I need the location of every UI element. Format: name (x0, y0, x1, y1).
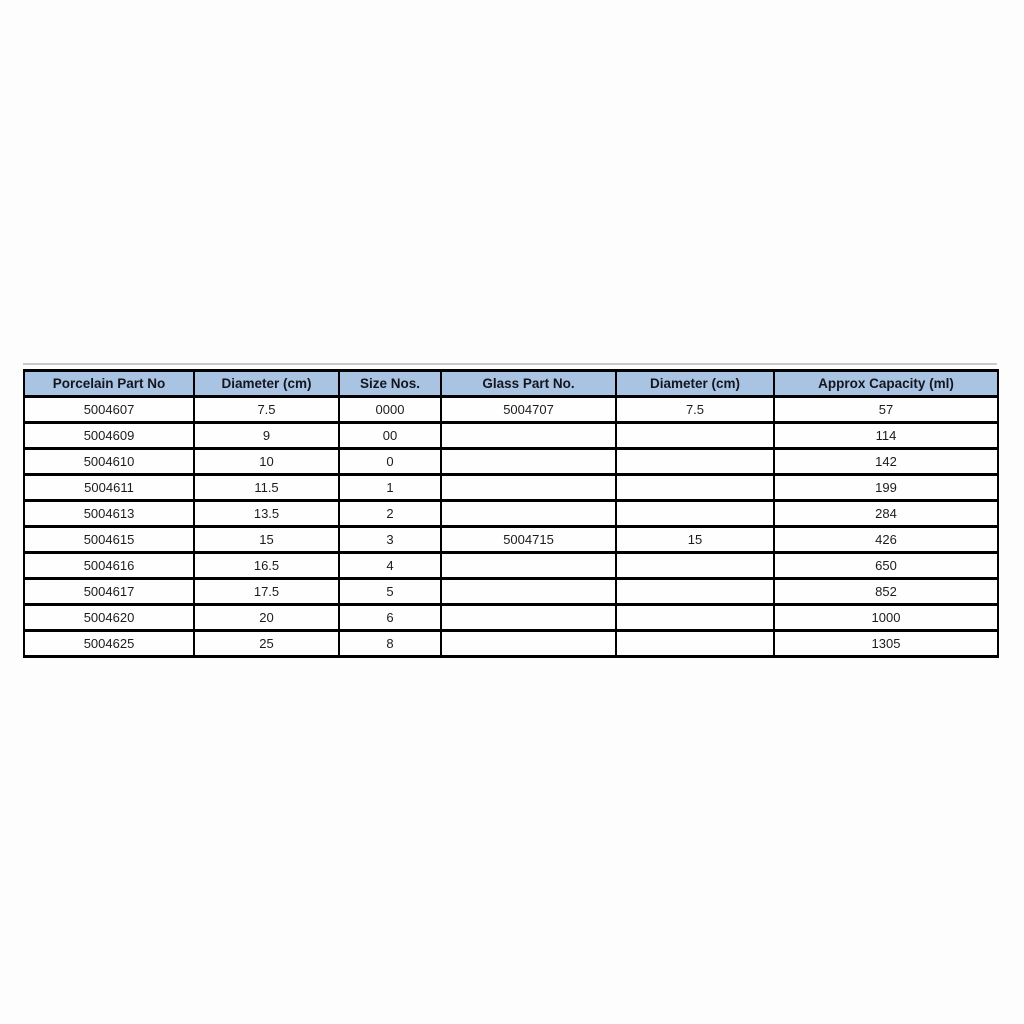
table-cell: 17.5 (194, 579, 339, 605)
table-cell: 8 (339, 631, 441, 657)
table-cell: 5 (339, 579, 441, 605)
table-cell: 650 (774, 553, 998, 579)
table-cell (441, 579, 616, 605)
table-row (24, 501, 998, 527)
table-row (24, 475, 998, 501)
table-cell: 5004615 (24, 527, 194, 553)
table-cell (616, 449, 774, 475)
table-cell: 7.5 (194, 397, 339, 423)
table-cell: 5004617 (24, 579, 194, 605)
table-cell: 5004620 (24, 605, 194, 631)
table-cell: 5004609 (24, 423, 194, 449)
table-row (24, 553, 998, 579)
table-cell: 284 (774, 501, 998, 527)
table-cell: 7.5 (616, 397, 774, 423)
table-row (24, 605, 998, 631)
table-row (24, 631, 998, 657)
table-cell: 0000 (339, 397, 441, 423)
table-cell: 1000 (774, 605, 998, 631)
column-header: Porcelain Part No (24, 371, 194, 397)
table-cell: 1305 (774, 631, 998, 657)
table-cell (441, 631, 616, 657)
column-header: Approx Capacity (ml) (774, 371, 998, 397)
table-cell (616, 475, 774, 501)
table-cell: 20 (194, 605, 339, 631)
table-cell (441, 423, 616, 449)
table-cell (441, 553, 616, 579)
table-cell: 15 (194, 527, 339, 553)
table-cell: 5004625 (24, 631, 194, 657)
table-cell: 9 (194, 423, 339, 449)
column-header: Size Nos. (339, 371, 441, 397)
table-cell: 5004607 (24, 397, 194, 423)
header-row (24, 371, 998, 397)
table-cell: 5004616 (24, 553, 194, 579)
table-cell: 5004610 (24, 449, 194, 475)
table-row (24, 527, 998, 553)
table-cell (616, 553, 774, 579)
table-cell: 57 (774, 397, 998, 423)
table-cell: 3 (339, 527, 441, 553)
table-cell (441, 449, 616, 475)
table-cell: 10 (194, 449, 339, 475)
table-cell: 6 (339, 605, 441, 631)
table-cell: 2 (339, 501, 441, 527)
table-cell: 5004707 (441, 397, 616, 423)
table-cell: 142 (774, 449, 998, 475)
table-cell: 1 (339, 475, 441, 501)
spec-table (23, 369, 999, 658)
table-cell: 5004715 (441, 527, 616, 553)
table-cell: 426 (774, 527, 998, 553)
table-cell (616, 501, 774, 527)
table-cell: 5004613 (24, 501, 194, 527)
table-cell: 25 (194, 631, 339, 657)
table-cell: 199 (774, 475, 998, 501)
table-cell: 16.5 (194, 553, 339, 579)
table-cell: 114 (774, 423, 998, 449)
column-header: Diameter (cm) (616, 371, 774, 397)
table-cell (616, 605, 774, 631)
spec-table-body (24, 397, 998, 657)
table-cell (441, 475, 616, 501)
column-header: Diameter (cm) (194, 371, 339, 397)
table-cell: 4 (339, 553, 441, 579)
table-cell (616, 579, 774, 605)
table-cell (441, 501, 616, 527)
table-cell: 13.5 (194, 501, 339, 527)
table-cell: 852 (774, 579, 998, 605)
table-cell (616, 631, 774, 657)
table-row (24, 397, 998, 423)
table-cell: 0 (339, 449, 441, 475)
table-cell: 15 (616, 527, 774, 553)
table-cell: 5004611 (24, 475, 194, 501)
spec-table-header (24, 371, 998, 397)
table-row (24, 579, 998, 605)
table-cell: 11.5 (194, 475, 339, 501)
table-top-shadow-line (23, 363, 997, 365)
table-cell: 00 (339, 423, 441, 449)
table-row (24, 423, 998, 449)
table-cell (616, 423, 774, 449)
table-row (24, 449, 998, 475)
column-header: Glass Part No. (441, 371, 616, 397)
table-cell (441, 605, 616, 631)
